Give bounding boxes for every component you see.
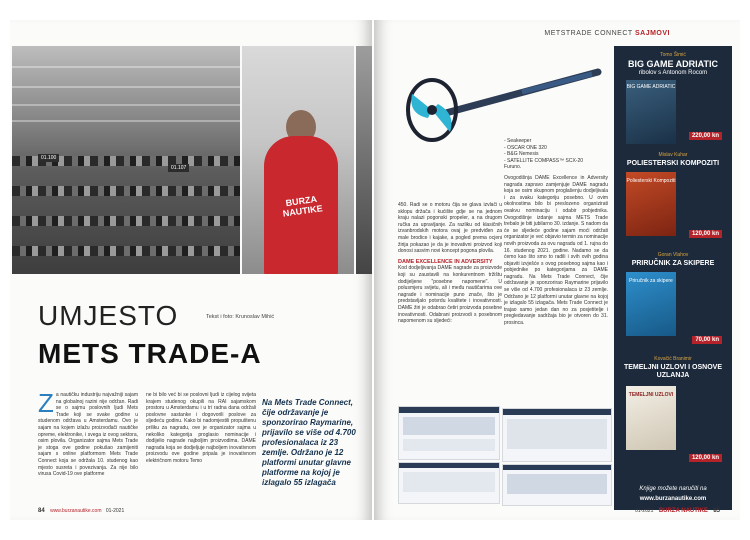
cover-title: BIG GAME ADRIATIC (626, 84, 676, 90)
price-tag: 120,00 kn (689, 230, 722, 238)
price-tag: 70,00 kn (692, 336, 722, 344)
ad-subtitle: ribolov s Antonom Rocom (638, 70, 708, 76)
cover-title: TEMELJNI UZLOVI (628, 392, 674, 398)
ad-title: BIG GAME ADRIATIC (628, 59, 718, 69)
roof-rib (12, 86, 240, 88)
booth-row (12, 246, 240, 256)
roof-rib (12, 120, 240, 122)
ad-author: Kovačić Branimir (654, 356, 692, 362)
list-item: - Seakeeper (504, 138, 532, 144)
section-header (544, 30, 670, 37)
folio-right (635, 508, 720, 514)
screenshot-platform-1 (398, 406, 500, 460)
body-column-r1 (398, 202, 502, 325)
booth-sign: 01.107 (168, 164, 189, 172)
book-ad (614, 46, 732, 510)
right-page (374, 20, 740, 520)
roof-rib (12, 104, 240, 106)
page-number: 84 (38, 508, 45, 514)
roof-rib (12, 66, 240, 68)
ad-title: PRIRUČNIK ZA SKIPERE (631, 260, 715, 267)
price-tag: 220,00 kn (689, 132, 722, 140)
folio-date: 01-2021 (635, 508, 654, 514)
list-item: - B&G Nemesis (504, 151, 539, 158)
book-cover (626, 172, 676, 236)
cover-title: Priručnik za skipere (629, 278, 673, 284)
drop-cap: Z (38, 388, 54, 418)
ad-author: Tomo Šimić (660, 52, 686, 58)
subhead: DAME EXCELLENCE IN ADVERSITY (398, 258, 493, 265)
body-column-1 (38, 388, 138, 478)
book-cover (626, 80, 676, 144)
list-item: - OSCAR ONE 320 (504, 144, 547, 151)
body-text: Ovogodišnja DAME Excellence in Adversity nagrada zapravo zamjenjuje DAME nagradu koja se osim skupnom proglašenju dodjeljivala i za svaku kategoriju posebno. U ovim okolnostima bilo bi preslozeno organizirati ovakvu nominaciju i odabir pobjednika. Ovogodišnje izdanje sajma METS Trade trebalo je biti jubilarno 30. izdanje. S nadom da će se sljedeće godine sajam moći održati organizator je već objavio termin za nominacije novih proizvoda za ovu nagradu od 1. rujna do 16. studenog 2021. godine. Nadamo se da ćemo kao što smo to radili i svih ovih godina objaviti izvješće s ovog posebnog sajma kao i pobjednike po kategorijama za DAME nagradu. Na Mets Trade Connect, čije održavanje je sponzorirao Raymarine prijavilo se više od 4.700 profesionalaca iz 23 zemlje. Održano je 12 platformi unutar glavne na kojoj je izlagalo 55 izlagača. Mets Trade Connect je trajao samo jedan dan no za posjetitelje i pregledavanje sadržaja bio je otvoren do 31. prosinca. (504, 174, 608, 327)
booth-row (12, 216, 240, 226)
body-column-r2 (504, 138, 608, 327)
list-end: Furuno. (504, 164, 522, 171)
byline: Tekst i foto: Krunoslav Mihić (206, 314, 275, 320)
page-number: 85 (713, 508, 720, 514)
booth-row (12, 186, 240, 196)
folio-date: 01-2021 (105, 508, 125, 514)
ad-author: Goran Vlahov (657, 252, 689, 258)
folio-brand: BURZA NAUTIKE (658, 508, 708, 514)
vest-label: BURZA NAUTIKE (282, 193, 324, 219)
body-text-2: Kod dodjeljivanja DAME nagrade za proizvode koji su zaustavili na konkurentnom tržištu dodijeljene "posebne napomene". U polusmjeru svijetu, ali i među nautičarima ove nagrade i nominacije puno znače, što je predstavljalo potvrdu kvalitete i inovativnosti. DAME žiri je odabrao četiri proizvoda posebne inovativnosti. Odabrani proizvodi s posebnom napomenom su sljedeći: (398, 265, 502, 325)
screenshot-platform-3 (398, 462, 500, 504)
pull-quote: Na Mets Trade Connect, čije održavanje je sponzorirao Raymarine, prijavilo se više od 4.700 profesionalaca iz 23 zemlje. Održano je 12 platformi unutar glavne platforme na kojoj je izlagalo 55 izlagača (262, 398, 356, 487)
ad-title: TEMELJNI UZLOVI I OSNOVE UZLANJA (623, 364, 722, 379)
headline-line-1: UMJESTO (38, 300, 179, 331)
screenshot-platform-2 (502, 408, 612, 462)
book-cover (626, 272, 676, 336)
booth-sign: 01.100 (38, 154, 59, 162)
list-item: - SATELLITE COMPASS™ SCX-20 (504, 157, 584, 164)
ad-footer-link[interactable]: www.burzanautike.com (639, 496, 707, 502)
body-text: 450. Radi se o motoru čija se glava izvlači u sklopu držača i kućište gdje se na jednom kraju nalazi pogonski propeler, a na drugom ručka za upravljanje. Za razliku od klasičnih izvanbrodskih motora ovaj je predviđen za male brodice i kajake, a pogled prema ocjeni žirija pokazao je da je inovativni proizvod koji donosi sasvim novi koncept pogona plovila. (398, 202, 502, 255)
body-text: a nautičku industriju najvažniji sajam na globalnoj razini nije održan. Radi se o sajmu poslovnih ljudi Mets Trade koji se svake godine u studenom održava u Amsterdamu. Ovo je sajam na kojem izlažu proizvođači nautičke opreme, elektronike, i svega iz ovog sektora, osim plovila. Organizator sajma Mets Trade je stoga ove godine pokušao zamijeniti sajam s online platformom Mets Trade Connect koja se održala 10. studenog kao mjesto susreta i povezivanja. Za nije bilo virusa Covid-19 ove platforme (38, 392, 138, 478)
exhibition-hall-photo (12, 46, 240, 274)
folio-left (38, 508, 124, 514)
left-page (10, 20, 372, 520)
headline-line-2: METS TRADE-A (38, 338, 262, 369)
ad-footer-line1: Knjige možete naručiti na (639, 486, 707, 492)
folio-site: www.burzanautike.com (50, 508, 102, 514)
book-cover (626, 386, 676, 450)
ad-author: Mislav Kuhar (658, 152, 688, 158)
screenshot-platform-4 (502, 464, 612, 506)
section-name: SAJMOVI (634, 30, 670, 37)
body-column-2: ne bi bilo već bi se poslovni ljudi iz cijelog svijeta krajem studenog okupili na RAI sajamskom prostoru u Amsterdamu i u tri radna dana održali poslovne sastanke i dogovorili poslove za sljedeću godinu. Kako bi nadomjestili propuštenu priliku za nagradu, ove je organizator sajma u nekoliko kategorija proglasio nominacije i dodijelio nagrade najboljim proizvodima. DAME nagrada koja se dodjeljuje najboljem inovativnom proizvodu ove godine pripala je inovativnom električnom motoru Temo (146, 392, 256, 464)
hall-strip-photo (356, 46, 372, 274)
section-prefix: METSTRADE CONNECT (544, 30, 633, 37)
exhibitor-photo (242, 46, 354, 274)
cover-title: Poliesterski Kompoziti (626, 178, 676, 184)
price-tag: 120,00 kn (689, 454, 722, 462)
ad-title: POLIESTERSKI KOMPOZITI (626, 160, 720, 167)
